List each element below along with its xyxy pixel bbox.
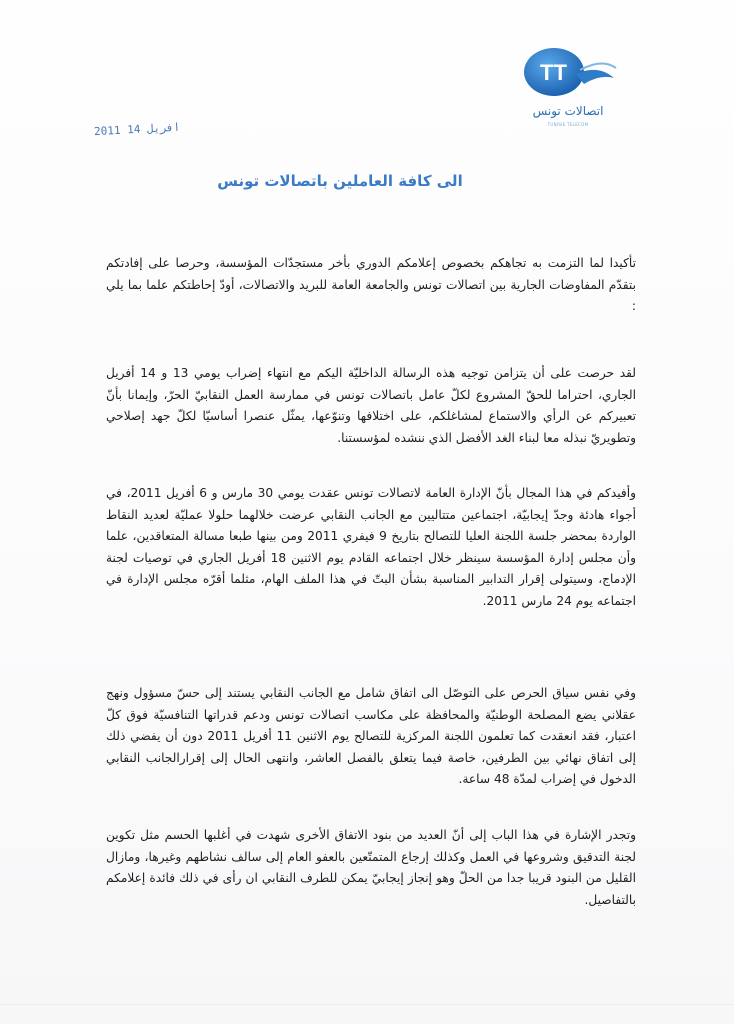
logo-tagline: TUNISIE TELECOM [547, 122, 589, 127]
logo-arabic-name: اتصالات تونس [532, 104, 604, 118]
tt-logo-icon [518, 44, 618, 104]
page-edge-divider [0, 1004, 734, 1005]
company-logo [518, 44, 628, 134]
paragraph-strike: لقد حرصت على أن يتزامن توجيه هذه الرسالة الداخليّة اليكم مع انتهاء إضراب يومي 13 و 14 أفريل الجاري، احتراما للحقّ المشروع لكلّ عامل باتصالات تونس في ممارسة العمل النقابيّ الحرّ، وإيمانا بأنّ تعبيركم عن الرأي والاستماع لمشاغلكم، على اختلافها وتنوّعها، يمثّل عنصرا أساسيّا لكلّ جهد إصلاحي وتطويريّ نبذله معا لبناء الغد الأفضل الذي ننشده لمؤسستنا. [106, 366, 637, 445]
paragraph-agreement: وتجدر الإشارة في هذا الباب إلى أنّ العديد من بنود الاتفاق الأخرى شهدت في أغلبها الحسم مثل تكوين لجنة التدقيق وشروعها في العمل وكذلك إرجاع المتمتّعين بالعفو العام إلى سالف نشاطهم وغيرها، ومازال القليل من البنود قريبا جدا من الحلّ وهو إنجاز إيجابيّ يمكن للطرف النقابي ان رأى في ذلك فائدة إعلامكم بالتفاصيل. [106, 828, 636, 907]
paragraph-intro: تأكيدا لما التزمت به تجاهكم بخصوص إعلامكم الدوري بأخر مستجدّات المؤسسة، وحرصا على إفادتكم بتقدّم المفاوضات الجارية بين اتصالات تونس والجامعة العامة للبريد والاتصالات، أودّ إحاطتكم علما بما يلي : [106, 256, 636, 313]
paragraph-conciliation: وفي نفس سياق الحرص على التوصّل الى اتفاق شامل مع الجانب النقابي يستند إلى حسّ مسؤول ونهج عقلاني يضع المصلحة الوطنيّة والمحافظة على مكاسب اتصالات تونس ودعم قدراتها التنافسيّة فوق كلّ اعتبار، فقد انعقدت كما تعلمون اللجنة المركزية للتصالح يوم الاثنين 11 أفريل 2011 دون أن يفضي ذلك إلى اتفاق نهائي بين الطرفين، خاصة فيما يتعلق بالفصل العاشر، وانتهى الحال إلى إقرارالجانب النقابي الدخول في إضراب لمدّة 48 ساعة. [106, 686, 636, 786]
date-stamp: 2011 افريل 14 [93, 120, 181, 139]
svg-text:TT: TT [540, 60, 567, 85]
paragraph-meetings: وأفيدكم في هذا المجال بأنّ الإدارة العامة لاتصالات تونس عقدت يومي 30 مارس و 6 أفريل 2011، في أجواء هادئة وجدّ إيجابيّة، اجتماعين متتاليين مع الجانب النقابي عرضت خلالهما حلولا عمليّة لعديد النقاط الواردة بمحضر جلسة اللجنة العليا للتصالح بتاريخ 9 فيفري 2011 ومن بينها طبعا مسالة المتعاقدين، علما وأن مجلس إدارة المؤسسة سينظر خلال اجتماعه القادم يوم الاثنين 18 أفريل الجاري في توصيات لجنة الإدماج، وسيتولى إقرار التدابير المناسبة بشأن البتّ في هذا الملف الهام، مثلما أقرّه مجلس الإدارة في اجتماعه يوم 24 مارس 2011. [106, 486, 637, 608]
letter-title: الى كافة العاملين باتصالات تونس [217, 172, 463, 190]
